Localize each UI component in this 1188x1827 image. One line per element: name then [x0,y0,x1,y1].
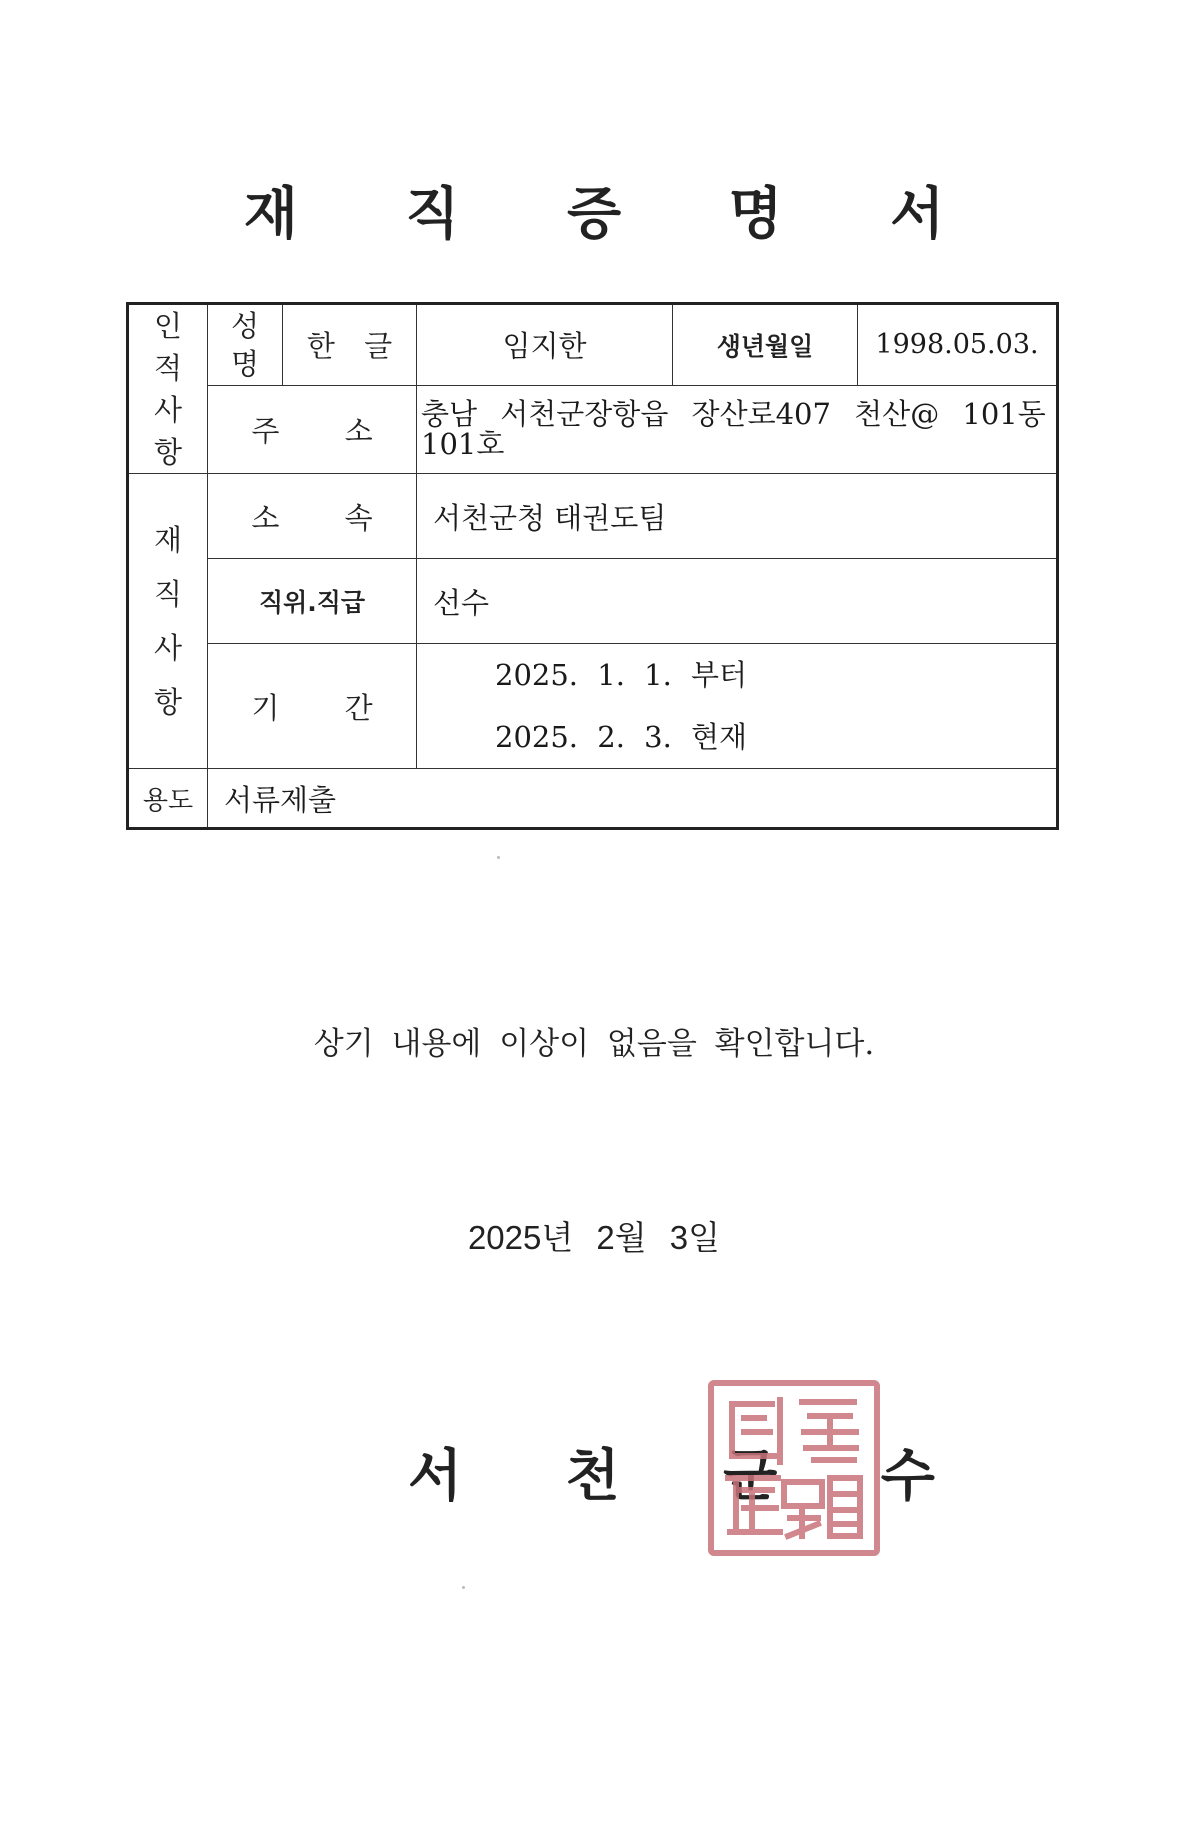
address-line-2: 101호 [421,427,505,462]
hangul-label: 한 글 [283,304,417,386]
purpose-row [128,769,1058,829]
name-row [128,304,1058,386]
address-row [128,385,1058,473]
issuer-name: 서 천 군 수 [408,1444,977,1509]
period-end: 2025. 2. 3. 현재 [495,720,748,754]
scan-speck [497,856,500,859]
official-seal-stamp [708,1380,880,1556]
certificate-table [126,302,1059,830]
address-line-1: 충남 서천군장항읍 장산로407 천산@ 101동 [421,397,1046,432]
period-row [128,644,1058,769]
purpose-value: 서류제출 [208,769,1058,829]
position-row [128,559,1058,644]
address-label: 주 소 [208,385,417,473]
period-label: 기 간 [208,644,417,769]
birth-label: 생년월일 [673,304,858,386]
period-value [417,644,1058,769]
seal-glyphs [714,1386,874,1550]
identity-section-label: 인 적 사 항 [128,304,208,474]
confirmation-text: 상기 내용에 이상이 없음을 확인합니다. [313,1026,875,1062]
scan-speck [462,1586,465,1589]
position-label: 직위.직급 [208,559,417,644]
issue-date: 2025년 2월 3일 [467,1219,721,1256]
name-label: 성 명 [208,304,283,386]
employment-section-label: 재 직 사 항 [128,474,208,769]
position-value: 선수 [417,559,1058,644]
affiliation-row [128,474,1058,559]
address-value [417,385,1058,473]
purpose-label: 용도 [128,769,208,829]
name-value: 임지한 [417,304,673,386]
affiliation-label: 소 속 [208,474,417,559]
period-start: 2025. 1. 1. 부터 [495,658,748,692]
birth-value: 1998.05.03. [858,304,1058,386]
document-title: 재 직 증 명 서 [243,182,989,247]
affiliation-value: 서천군청 태권도팀 [417,474,1058,559]
